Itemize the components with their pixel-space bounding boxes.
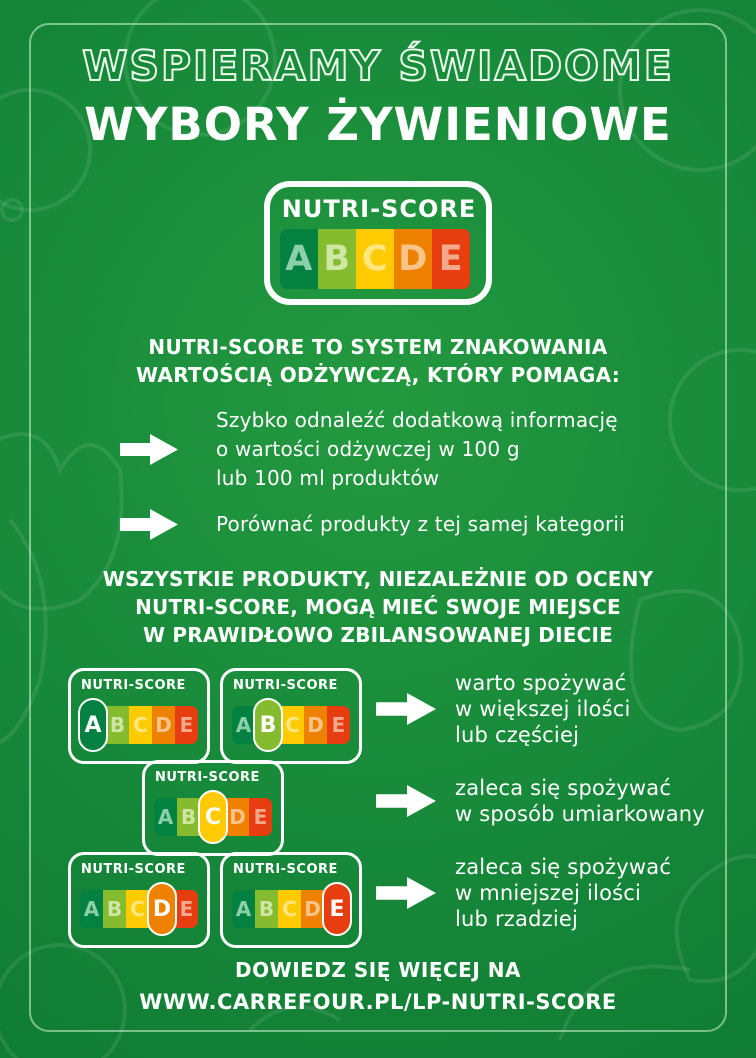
arrow-right-icon	[120, 509, 178, 540]
row-text-line: lub częściej	[455, 723, 580, 747]
nutriscore-label: NUTRI-SCORE	[281, 195, 477, 223]
nutriscore-grade-b: B	[255, 890, 278, 928]
arrow-right-icon	[376, 785, 436, 817]
row-badges	[68, 668, 362, 764]
mid-heading-line-1: WSZYSTKIE PRODUKTY, NIEZALEŻNIE OD OCENY	[102, 567, 654, 591]
nutriscore-badge-b	[220, 668, 362, 764]
nutriscore-color-scale	[154, 790, 272, 844]
nutriscore-color-scale	[232, 698, 350, 752]
benefit-text	[216, 510, 625, 539]
recommendation-row-c	[68, 760, 708, 842]
row-badges	[142, 760, 284, 856]
nutriscore-label: NUTRI-SCORE	[81, 862, 186, 877]
benefit-line: o wartości odżywczej w 100 g	[216, 437, 520, 461]
row-text	[455, 670, 631, 748]
nutriscore-grade-d: D	[152, 706, 175, 744]
nutriscore-grade-d-highlighted: D	[147, 882, 177, 936]
nutriscore-label: NUTRI-SCORE	[233, 862, 338, 877]
nutriscore-grade-d: D	[226, 798, 249, 836]
nutriscore-badge-hero	[264, 181, 493, 305]
nutriscore-label: NUTRI-SCORE	[233, 678, 338, 693]
benefit-line: lub 100 ml produktów	[216, 466, 440, 490]
benefit-item-1	[120, 406, 660, 493]
nutriscore-label: NUTRI-SCORE	[81, 678, 186, 693]
nutriscore-grade-c: C	[126, 890, 149, 928]
nutriscore-grade-b: B	[106, 706, 129, 744]
nutriscore-grade-a: A	[280, 229, 318, 289]
nutriscore-grade-a: A	[80, 890, 103, 928]
poster-title-outline: WSPIERAMY ŚWIADOME	[82, 42, 674, 90]
nutriscore-grade-d: D	[394, 229, 432, 289]
benefit-line: Porównać produkty z tej samej kategorii	[216, 512, 625, 536]
nutriscore-grade-d: D	[304, 706, 327, 744]
arrow-right-icon	[376, 693, 436, 725]
footer-learn-more: DOWIEDZ SIĘ WIĘCEJ NA	[235, 958, 521, 982]
intro-line-2: WARTOŚCIĄ ODŻYWCZĄ, KTÓRY POMAGA:	[135, 363, 621, 387]
nutriscore-grade-e: E	[175, 706, 198, 744]
nutriscore-grade-e: E	[327, 706, 350, 744]
nutriscore-grade-c-highlighted: C	[198, 790, 228, 844]
nutriscore-grade-c: C	[278, 890, 301, 928]
nutriscore-badge-e	[220, 852, 362, 948]
row-badges	[68, 852, 362, 948]
nutriscore-grade-b-highlighted: B	[253, 698, 283, 752]
row-text-line: w sposób umiarkowany	[455, 802, 705, 826]
nutriscore-grade-a-highlighted: A	[78, 698, 108, 752]
benefit-line: Szybko odnaleźć dodatkową informację	[216, 408, 618, 432]
nutriscore-color-scale	[80, 882, 198, 936]
nutriscore-grade-a: A	[232, 706, 255, 744]
arrow-right-icon	[376, 877, 436, 909]
intro-line-1: NUTRI-SCORE TO SYSTEM ZNAKOWANIA	[148, 335, 608, 359]
row-text-line: zaleca się spożywać	[455, 776, 672, 800]
mid-heading	[0, 565, 756, 649]
nutriscore-grade-a: A	[232, 890, 255, 928]
nutriscore-badge-a	[68, 668, 210, 764]
recommendation-row-ab	[68, 668, 708, 750]
benefit-item-2	[120, 509, 660, 540]
nutriscore-badge-d	[68, 852, 210, 948]
nutriscore-grade-d: D	[301, 890, 324, 928]
row-text	[455, 775, 705, 827]
nutriscore-grade-e: E	[249, 798, 272, 836]
nutriscore-grade-e: E	[175, 890, 198, 928]
nutriscore-color-scale	[232, 882, 350, 936]
benefits-list	[120, 406, 660, 540]
nutriscore-grade-e: E	[432, 229, 470, 289]
row-text-line: zaleca się spożywać	[455, 855, 672, 879]
recommendation-row-de	[68, 852, 708, 934]
row-text-line: w większej ilości	[455, 697, 631, 721]
recommendation-rows	[68, 668, 708, 944]
nutriscore-grade-b: B	[103, 890, 126, 928]
poster-title-solid: WYBORY ŻYWIENIOWE	[84, 98, 672, 151]
nutriscore-grade-b: B	[318, 229, 356, 289]
footer-url: WWW.CARREFOUR.PL/LP-NUTRI-SCORE	[139, 990, 617, 1014]
row-text-line: warto spożywać	[455, 671, 627, 695]
nutriscore-color-scale	[280, 229, 477, 289]
nutriscore-grade-c: C	[129, 706, 152, 744]
row-text-line: lub rzadziej	[455, 907, 579, 931]
nutriscore-grade-b: B	[177, 798, 200, 836]
row-text	[455, 854, 671, 932]
mid-heading-line-2: NUTRI-SCORE, MOGĄ MIEĆ SWOJE MIEJSCE	[135, 595, 621, 619]
nutriscore-color-scale	[80, 698, 198, 752]
nutriscore-label: NUTRI-SCORE	[155, 770, 260, 785]
intro-heading	[0, 333, 756, 389]
nutriscore-grade-c: C	[356, 229, 394, 289]
nutriscore-grade-e-highlighted: E	[322, 882, 352, 936]
nutriscore-badge-c	[142, 760, 284, 856]
benefit-text	[216, 406, 618, 493]
arrow-right-icon	[120, 434, 178, 465]
mid-heading-line-3: W PRAWIDŁOWO ZBILANSOWANEJ DIECIE	[142, 623, 613, 647]
nutriscore-grade-c: C	[281, 706, 304, 744]
row-text-line: w mniejszej ilości	[455, 881, 642, 905]
nutriscore-grade-a: A	[154, 798, 177, 836]
